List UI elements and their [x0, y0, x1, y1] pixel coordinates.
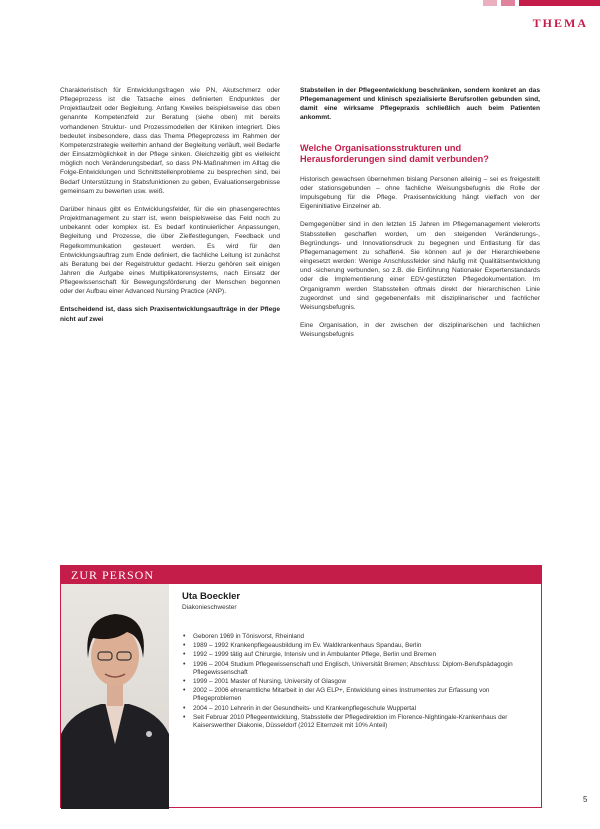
- cv-item: • 1989 – 1992 Krankenpflegeausbildung im Ev. Waldkrankenhaus Spandau, Berlin: [182, 642, 532, 650]
- person-role: Diakonieschwester: [182, 604, 237, 611]
- body-paragraph-bold: Entscheidend ist, dass sich Praxisentwicklungsaufträge in der Pflege nicht auf zwei: [60, 306, 280, 323]
- portrait-photo: [61, 584, 169, 809]
- decor-square: [483, 0, 497, 6]
- body-paragraph: Historisch gewachsen übernehmen bislang Personen alleinig – sei es freigestellt oder stationsgebunden – ohne fachliche Weisungsbefugnis die Rolle der Impulsgebung für die Pflege. Praxisentwicklung hängt vielfach von der Eigeninitiative Einzelner ab.: [300, 175, 540, 211]
- cv-item: • 1996 – 2004 Studium Pflegewissenschaft und Englisch, Universität Bremen; Abschluss: Diplom-Berufspädagogin Pflegewissenschaft: [182, 661, 532, 677]
- right-column: [300, 86, 540, 348]
- cv-item: • 1992 – 1999 tätig auf Chirurgie, Intensiv und in Ambulanter Pflege, Berlin und Bremen: [182, 651, 532, 659]
- cv-item: • Seit Februar 2010 Pflegeentwicklung, Stabsstelle der Pflegedirektion im Florence-Nightingale-Krankenhaus der Kaiserswerther Diakonie, Düsseldorf (2012 Elternzeit mit 10% Anteil): [182, 714, 532, 730]
- cv-item: • 2004 – 2010 Lehrerin in der Gesundheits- und Krankenpflegeschule Wuppertal: [182, 705, 532, 713]
- person-name: Uta Boeckler: [182, 591, 241, 602]
- cv-item: • Geboren 1969 in Tönisvorst, Rheinland: [182, 633, 532, 641]
- cv-item: • 1999 – 2001 Master of Nursing, University of Glasgow: [182, 678, 532, 686]
- person-box: [60, 565, 542, 808]
- section-label: THEMA: [532, 16, 588, 30]
- person-details: [182, 591, 532, 731]
- cv-list: [182, 633, 532, 730]
- cv-item: • 2002 – 2006 ehrenamtliche Mitarbeit in der AG ELP+, Entwicklung eines Instrumentes zur Erfassung von Pflegeproblemen: [182, 687, 532, 703]
- left-column: [60, 86, 280, 333]
- page-number: 5: [583, 795, 588, 804]
- body-paragraph: Charakteristisch für Entwicklungsfragen wie PN, Akutschmerz oder Pflegeprozess ist die Tatsache eines definierten Endpunktes der Projektlaufzeit oder Begleitung. Anfang Kweiles beispielsweise das oben genannte Kompetenzfeld zur Beratung (siehe oben) mit bereits vorhandenen Struktur- und Prozessmodellen der Kliniken integriert. Dies bedeutet insbesondere, dass das Thema Pflegeprozess im Rahmen der Kompetenzstrategie weiterhin anhand der Begleitung verläuft, weil Bedarfe der Einsatzmöglichkeit in der Pflege sinken. Gleichzeitig gibt es vielleicht möglich noch Veränderungsbedarf, so dass PN-Maßnahmen im Alltag die Folge-Entwicklungen und Schnittstellenprobleme zu besprechen sind, bei Bedarf Unterstützung in Stabsfunktionen zu geben, Evaluationsergebnisse gemeinsam zu bewerten usw. weiß.: [60, 87, 280, 195]
- portrait-icon: [61, 584, 169, 809]
- body-paragraph: Darüber hinaus gibt es Entwicklungsfelder, für die ein phasengerechtes Projektmanagement zu starr ist, wenn beispielsweise das Feld noch zu unbekannt oder komplex ist. Es bedarf kontinuierlicher Anpassungen, Begleitung und Prozesse, die über Zielfestlegungen, Feedback und Regelkommunikation gesteuert werden. Es wird für den Entwicklungsauftrag zum Ende definiert, die fachliche Leitung ist zunächst als Beratung bei der Regelstruktur gedacht. Hierzu gehören seit einigen Jahren die Aufgabe eines Multiplikatorensystems, nach Einsatz der Pflegewissenschaft für Bewegungsförderung der Menschen begonnen oder der Aufbau einer Advanced Nursing Practice (ANP).: [60, 205, 280, 296]
- body-paragraph: Demgegenüber sind in den letzten 15 Jahren im Pflegemanagement vielerorts Stabsstellen geschaffen worden, um den steigenden Veränderungs-, Begründungs- und Innovationsdruck zu begegnen und Entlastung für das Pflegemanagement zu schaffen4. Sie können auf je der Hierarchieebene eingesetzt werden: Wenige Anschlussfelder sind häufig mit Qualitätsentwicklung und -sicherung verbunden, so z.B. die Einführung Nationaler Expertenstandards oder die Implementierung einer EDV-gestützten Pflegedokumentation. Im Organigramm werden Stabsstellen oftmals direkt der hierarchischen Linie zugeordnet und sind gegebenenfalls mit disziplinarischer und fachlicher Weisungsbefugnis.: [300, 221, 540, 311]
- body-paragraph: Eine Organisation, in der zwischen der disziplinarischen und fachlichen Weisungsbefugnis: [300, 322, 540, 339]
- section-heading: Welche Organisationsstrukturen und Herausforderungen sind damit verbunden?: [300, 142, 489, 165]
- decor-square: [501, 0, 515, 6]
- decor-bar: [519, 0, 600, 6]
- body-paragraph-bold: Stabstellen in der Pflegeentwicklung beschränken, sondern konkret an das Pflegemanagement und klinisch spezialisierte Berufsrollen gebunden sind, damit eine wirksame Pflegepraxis schließlich auch beim Patienten ankommt.: [300, 87, 540, 122]
- person-section-title: ZUR PERSON: [61, 566, 541, 584]
